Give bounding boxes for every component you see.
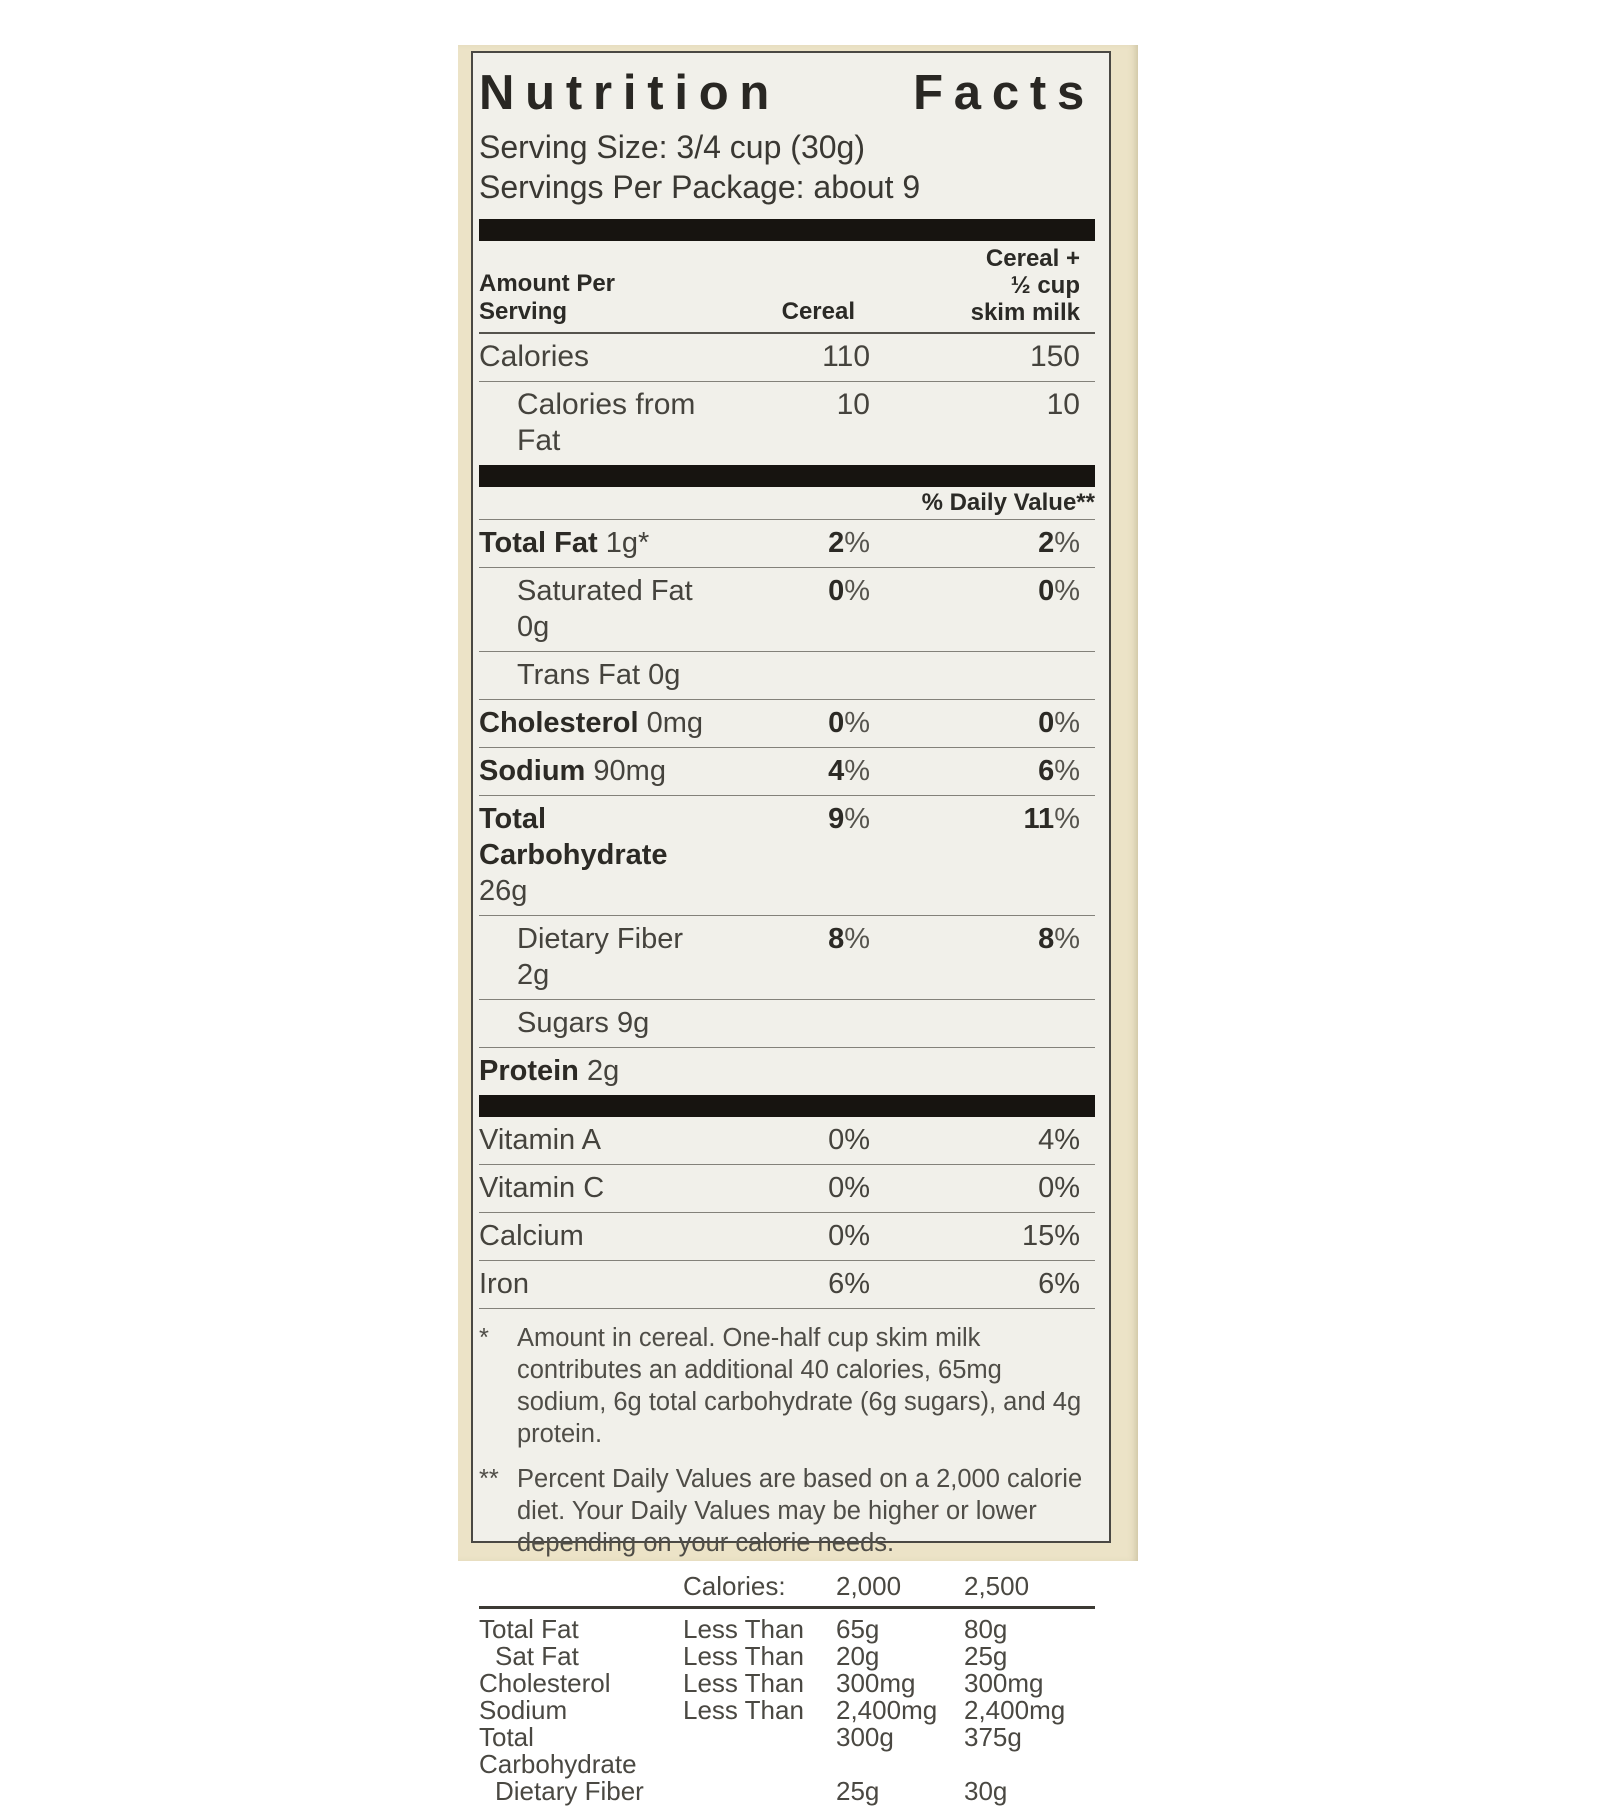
section-divider-bar	[479, 219, 1095, 241]
daily-values-reference-table	[479, 1571, 1095, 1805]
section-divider-bar	[479, 465, 1095, 487]
nutrition-facts-title	[479, 65, 1095, 121]
vitamin-milk-dv: 15%	[1021, 1220, 1080, 1252]
vitamin-row-calcium	[479, 1213, 1095, 1261]
nutrient-cereal-dv: 0%	[828, 575, 870, 607]
nutrient-name: Dietary Fiber	[517, 923, 683, 955]
dv-row-2000-value: 2,400mg	[836, 1695, 938, 1725]
nutrient-name: Protein	[479, 1055, 579, 1087]
nutrient-amount: 26g	[479, 875, 528, 907]
nutrient-amount: 0g	[517, 611, 550, 643]
dv-row-2500-value: 300mg	[964, 1668, 1044, 1698]
nutrient-row-total-fat	[479, 520, 1095, 568]
footnote-percent-daily-values	[479, 1463, 1095, 1559]
vitamin-name: Calcium	[479, 1220, 584, 1252]
dv-row-qualifier	[683, 1778, 836, 1805]
dv-table-row-cholesterol	[479, 1670, 1095, 1697]
dv-row-2500-value: 80g	[964, 1614, 1008, 1644]
dv-row-qualifier	[683, 1724, 836, 1778]
nutrient-row-saturated-fat	[479, 568, 1095, 652]
nutrient-amount: 90mg	[593, 755, 666, 787]
nutrient-amount: 1g*	[605, 527, 650, 559]
dv-row-2000-value: 25g	[836, 1776, 880, 1806]
nutrient-milk-dv: 6%	[1038, 755, 1080, 787]
dv-table-col-2500: 2,500	[964, 1571, 1030, 1601]
dv-row-2500-value: 30g	[964, 1776, 1008, 1806]
dv-row-2000-value: 300g	[836, 1722, 894, 1752]
nutrient-name: Cholesterol	[479, 707, 639, 739]
calories-milk-value: 150	[1029, 340, 1080, 373]
vitamin-row-vitamin-a	[479, 1117, 1095, 1165]
dv-table-row-sodium	[479, 1697, 1095, 1724]
dv-row-qualifier: Less Than	[683, 1614, 804, 1644]
nutrient-amount: 2g	[586, 1055, 620, 1087]
dv-row-name: Total Carbohydrate	[479, 1722, 637, 1779]
vitamin-name: Vitamin C	[479, 1172, 605, 1204]
nutrient-milk-dv: 2%	[1038, 527, 1080, 559]
vitamin-milk-dv: 4%	[1038, 1124, 1080, 1156]
dv-table-row-total-fat	[479, 1616, 1095, 1643]
footnote-text: Amount in cereal. One-half cup skim milk contributes an additional 40 calories, 65mg sodium, 6g total carbohydrate (6g sugars), and 4g protein.	[517, 1324, 1082, 1448]
dv-table-col-2000: 2,000	[836, 1571, 902, 1601]
milk-header-line3: skim milk	[970, 299, 1080, 326]
nutrient-row-dietary-fiber	[479, 916, 1095, 1000]
servings-per-package: Servings Per Package: about 9	[479, 169, 921, 205]
dv-row-2000-value: 65g	[836, 1614, 880, 1644]
dv-row-2000-value: 20g	[836, 1641, 880, 1671]
calories-from-fat-label: Calories from Fat	[517, 388, 696, 457]
dv-row-name: Dietary Fiber	[495, 1776, 644, 1806]
nutrient-row-protein	[479, 1048, 1095, 1095]
nutrient-name: Total Carbohydrate	[479, 803, 668, 871]
vitamin-cereal-dv: 0%	[828, 1220, 870, 1252]
calories-from-fat-milk-value: 10	[1046, 388, 1080, 421]
nutrient-name: Saturated Fat	[517, 575, 693, 607]
vitamin-milk-dv: 0%	[1038, 1172, 1080, 1204]
nutrient-cereal-dv: 9%	[828, 803, 870, 835]
calories-label: Calories	[479, 340, 590, 373]
dv-row-name: Total Fat	[479, 1614, 579, 1644]
nutrient-row-trans-fat	[479, 652, 1095, 700]
dv-row-2000-value: 300mg	[836, 1668, 916, 1698]
title-word-nutrition: Nutrition	[479, 66, 781, 120]
vitamin-cereal-dv: 0%	[828, 1124, 870, 1156]
vitamin-name: Iron	[479, 1268, 529, 1300]
milk-header-line2: ½ cup	[1010, 272, 1080, 299]
calories-from-fat-row	[479, 382, 1095, 465]
nutrient-row-cholesterol	[479, 700, 1095, 748]
nutrient-amount: 0g	[648, 659, 681, 691]
vitamin-row-vitamin-c	[479, 1165, 1095, 1213]
vitamin-cereal-dv: 6%	[828, 1268, 870, 1300]
dv-table-header-row	[479, 1571, 1095, 1609]
nutrient-row-total-carbohydrate	[479, 796, 1095, 916]
nutrient-amount: 0mg	[646, 707, 704, 739]
dv-row-name: Cholesterol	[479, 1668, 611, 1698]
nutrient-amount: 9g	[616, 1007, 650, 1039]
dv-row-qualifier: Less Than	[683, 1695, 804, 1725]
nutrient-row-sodium	[479, 748, 1095, 796]
dv-row-name: Sodium	[479, 1695, 568, 1725]
section-divider-bar	[479, 1095, 1095, 1117]
calories-row	[479, 334, 1095, 382]
dv-row-qualifier: Less Than	[683, 1668, 804, 1698]
calories-cereal-value: 110	[822, 340, 870, 373]
footnote-marker: **	[479, 1465, 499, 1493]
nutrient-amount: 2g	[517, 959, 550, 991]
footnote-amount-in-cereal	[479, 1322, 1095, 1450]
dv-table-row-dietary-fiber	[479, 1778, 1095, 1805]
nutrient-milk-dv: 8%	[1038, 923, 1080, 955]
nutrient-cereal-dv: 0%	[828, 707, 870, 739]
cereal-plus-milk-column-header	[855, 245, 1095, 326]
title-word-facts: Facts	[913, 66, 1095, 120]
dv-row-2500-value: 375g	[964, 1722, 1022, 1752]
nutrient-name: Trans Fat	[517, 659, 641, 691]
dv-table-calories-label: Calories:	[683, 1571, 786, 1601]
dv-table-row-sat-fat	[479, 1643, 1095, 1670]
daily-value-header: % Daily Value**	[479, 487, 1095, 520]
dv-table-row-total-carbohydrate	[479, 1724, 1095, 1778]
vitamin-name: Vitamin A	[479, 1124, 601, 1156]
nutrient-milk-dv: 0%	[1038, 707, 1080, 739]
nutrient-milk-dv: 11%	[1023, 803, 1080, 835]
dv-row-2500-value: 25g	[964, 1641, 1008, 1671]
vitamin-cereal-dv: 0%	[828, 1172, 870, 1204]
amount-per-serving-header: Amount Per Serving	[479, 270, 616, 325]
nutrient-name: Total Fat	[479, 527, 598, 559]
nutrition-facts-label	[471, 51, 1111, 1806]
nutrient-cereal-dv: 2%	[828, 527, 870, 559]
cereal-box-panel	[458, 45, 1138, 1806]
nutrient-cereal-dv: 4%	[828, 755, 870, 787]
nutrient-name: Sugars	[517, 1007, 609, 1039]
nutrient-name: Sodium	[479, 755, 586, 787]
dv-row-name: Sat Fat	[495, 1641, 579, 1671]
calories-from-fat-cereal-value: 10	[836, 388, 870, 421]
vitamin-row-iron	[479, 1261, 1095, 1309]
nutrient-cereal-dv: 8%	[828, 923, 870, 955]
cereal-column-header: Cereal	[781, 298, 855, 325]
dv-row-qualifier: Less Than	[683, 1641, 804, 1671]
footnote-marker: *	[479, 1324, 489, 1352]
dv-table-body	[479, 1616, 1095, 1805]
vitamin-milk-dv: 6%	[1038, 1268, 1080, 1300]
nutrient-row-sugars	[479, 1000, 1095, 1048]
milk-header-line1: Cereal +	[985, 245, 1080, 272]
serving-size: Serving Size: 3/4 cup (30g)	[479, 129, 865, 165]
column-header-row	[479, 241, 1095, 334]
dv-table-header-empty	[479, 1571, 683, 1601]
footnote-text: Percent Daily Values are based on a 2,000 calorie diet. Your Daily Values may be higher or lower depending on your calorie needs.	[517, 1465, 1083, 1557]
nutrient-milk-dv: 0%	[1038, 575, 1080, 607]
dv-row-2500-value: 2,400mg	[964, 1695, 1066, 1725]
